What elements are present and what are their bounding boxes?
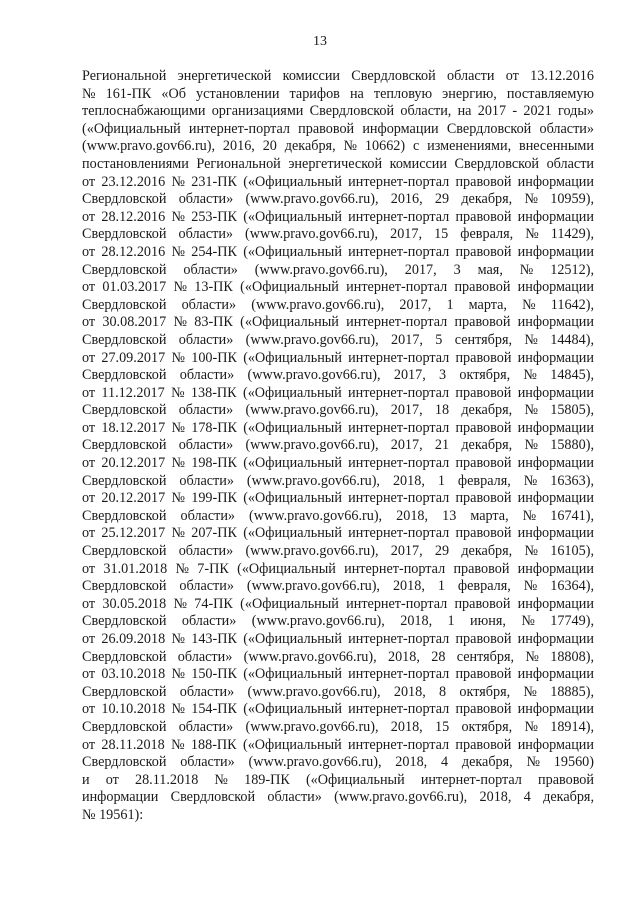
text-line: от 18.12.2017 № 178-ПК («Официальный интернет-портал правовой информации [82, 419, 594, 436]
text-line: Свердловской области» (www.pravo.gov66.ru), 2017, 15 февраля, № 11429), [82, 226, 594, 243]
text-line: («Официальный интернет-портал правовой информации Свердловской области» [82, 120, 594, 137]
text-line: Свердловской области» (www.pravo.gov66.ru), 2018, 1 февраля, № 16364), [82, 578, 594, 595]
text-line: Свердловской области» (www.pravo.gov66.ru), 2016, 29 декабря, № 10959), [82, 191, 594, 208]
text-line: от 10.10.2018 № 154-ПК («Официальный интернет-портал правовой информации [82, 701, 594, 718]
text-line: теплоснабжающими организациями Свердловской области, на 2017 - 2021 годы» [82, 103, 594, 120]
text-line: Свердловской области» (www.pravo.gov66.ru), 2017, 29 декабря, № 16105), [82, 543, 594, 560]
text-line: от 28.12.2016 № 254-ПК («Официальный интернет-портал правовой информации [82, 243, 594, 260]
text-line: Свердловской области» (www.pravo.gov66.ru), 2018, 8 октября, № 18885), [82, 683, 594, 700]
text-line: от 25.12.2017 № 207-ПК («Официальный интернет-портал правовой информации [82, 525, 594, 542]
text-line: от 20.12.2017 № 198-ПК («Официальный интернет-портал правовой информации [82, 455, 594, 472]
body-paragraph [82, 68, 594, 825]
text-line: (www.pravo.gov66.ru), 2016, 20 декабря, № 10662) с изменениями, внесенными [82, 138, 594, 155]
text-line: от 28.12.2016 № 253-ПК («Официальный интернет-портал правовой информации [82, 208, 594, 225]
text-line: Свердловской области» (www.pravo.gov66.ru), 2018, 13 марта, № 16741), [82, 507, 594, 524]
text-line: постановлениями Региональной энергетической комиссии Свердловской области [82, 155, 594, 172]
text-line: Свердловской области» (www.pravo.gov66.ru), 2018, 15 октября, № 18914), [82, 718, 594, 735]
text-line: от 31.01.2018 № 7-ПК («Официальный интернет-портал правовой информации [82, 560, 594, 577]
text-line: Свердловской области» (www.pravo.gov66.ru), 2017, 21 декабря, № 15880), [82, 437, 594, 454]
text-line: от 23.12.2016 № 231-ПК («Официальный интернет-портал правовой информации [82, 173, 594, 190]
text-line: Свердловской области» (www.pravo.gov66.ru), 2017, 1 марта, № 11642), [82, 296, 594, 313]
text-line: от 03.10.2018 № 150-ПК («Официальный интернет-портал правовой информации [82, 666, 594, 683]
text-line: № 19561): [82, 806, 144, 823]
text-line: от 27.09.2017 № 100-ПК («Официальный интернет-портал правовой информации [82, 349, 594, 366]
text-line: Свердловской области» (www.pravo.gov66.ru), 2017, 3 октября, № 14845), [82, 367, 594, 384]
text-line: Свердловской области» (www.pravo.gov66.ru), 2018, 1 июня, № 17749), [82, 613, 594, 630]
text-line: Свердловской области» (www.pravo.gov66.ru), 2017, 5 сентября, № 14484), [82, 331, 594, 348]
text-line: от 30.05.2018 № 74-ПК («Официальный интернет-портал правовой информации [82, 595, 594, 612]
page-number: 13 [313, 34, 327, 49]
text-line: Свердловской области» (www.pravo.gov66.ru), 2018, 1 февраля, № 16363), [82, 472, 594, 489]
text-line: Региональной энергетической комиссии Свердловской области от 13.12.2016 [82, 68, 594, 84]
text-line: № 161-ПК «Об установлении тарифов на тепловую энергию, поставляемую [82, 85, 594, 102]
text-line: от 11.12.2017 № 138-ПК («Официальный интернет-портал правовой информации [82, 384, 594, 401]
text-line: от 01.03.2017 № 13-ПК («Официальный интернет-портал правовой информации [82, 279, 594, 296]
text-line: Свердловской области» (www.pravo.gov66.ru), 2018, 4 декабря, № 19560) [82, 754, 594, 771]
text-line: от 28.11.2018 № 188-ПК («Официальный интернет-портал правовой информации [82, 736, 594, 753]
text-line: Свердловской области» (www.pravo.gov66.ru), 2018, 28 сентября, № 18808), [82, 648, 594, 665]
text-line: Свердловской области» (www.pravo.gov66.ru), 2017, 18 декабря, № 15805), [82, 402, 594, 419]
text-line: Свердловской области» (www.pravo.gov66.ru), 2017, 3 мая, № 12512), [82, 261, 594, 278]
text-line: от 30.08.2017 № 83-ПК («Официальный интернет-портал правовой информации [82, 314, 594, 331]
text-line: информации Свердловской области» (www.pravo.gov66.ru), 2018, 4 декабря, [82, 789, 594, 806]
text-line: и от 28.11.2018 № 189-ПК («Официальный интернет-портал правовой [82, 771, 594, 788]
text-line: от 20.12.2017 № 199-ПК («Официальный интернет-портал правовой информации [82, 490, 594, 507]
text-line: от 26.09.2018 № 143-ПК («Официальный интернет-портал правовой информации [82, 631, 594, 647]
